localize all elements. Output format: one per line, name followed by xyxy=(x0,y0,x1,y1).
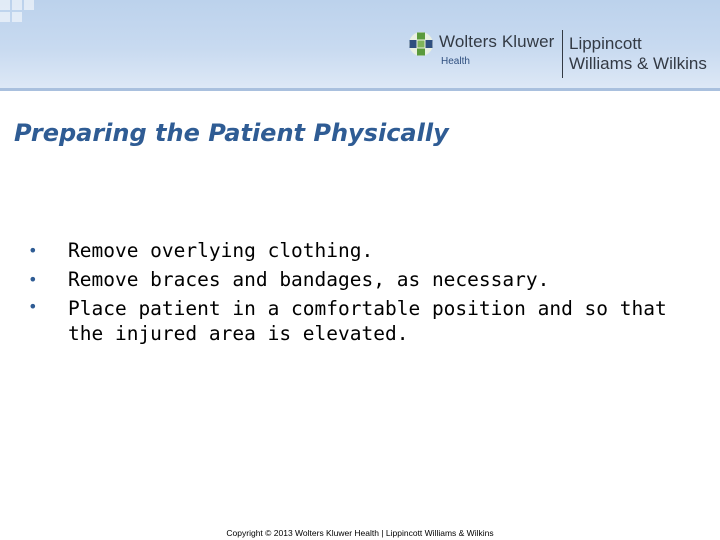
brand-primary: Wolters Kluwer xyxy=(439,32,555,51)
decorative-squares xyxy=(0,0,34,22)
bullet-item xyxy=(28,236,668,265)
slide-title: Preparing the Patient Physically xyxy=(14,119,449,147)
wolters-kluwer-logo-icon xyxy=(408,31,434,57)
copyright-footer: Copyright © 2013 Wolters Kluwer Health | Lippincott Williams & Wilkins xyxy=(226,528,494,538)
bullet-item xyxy=(28,265,668,294)
bullet-text: Place patient in a comfortable position and so that the injured area is elevated. xyxy=(68,297,667,345)
header-band xyxy=(0,0,720,88)
brand-secondary-line1: Lippincott xyxy=(569,34,642,53)
bullet-item xyxy=(28,294,668,346)
brand-secondary-line2: Williams & Wilkins xyxy=(569,54,707,73)
header-rule xyxy=(0,88,720,91)
bullet-dot-icon: • xyxy=(28,241,38,260)
brand-sub: Health xyxy=(441,56,470,67)
logo-divider xyxy=(562,30,563,78)
bullet-dot-icon: • xyxy=(28,270,38,289)
bullet-dot-icon: • xyxy=(28,297,38,316)
bullet-list xyxy=(28,236,668,346)
bullet-text: Remove braces and bandages, as necessary. xyxy=(68,268,550,291)
bullet-text: Remove overlying clothing. xyxy=(68,239,374,262)
